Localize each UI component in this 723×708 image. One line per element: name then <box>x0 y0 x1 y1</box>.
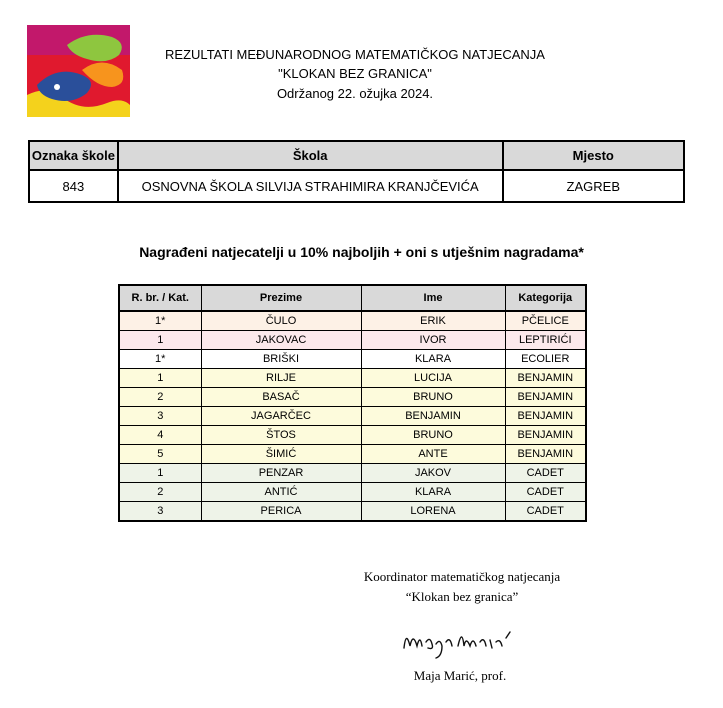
cell-surname: ČULO <box>201 311 361 331</box>
cell-rank: 1* <box>119 350 201 369</box>
cell-rank: 2 <box>119 388 201 407</box>
header-school: Škola <box>118 141 503 170</box>
cell-surname: ŠIMIĆ <box>201 445 361 464</box>
cell-name: BRUNO <box>361 426 505 445</box>
cell-category: BENJAMIN <box>505 426 586 445</box>
results-row <box>119 445 586 464</box>
cell-rank: 3 <box>119 407 201 426</box>
results-row <box>119 464 586 483</box>
results-row <box>119 502 586 522</box>
cell-category: ECOLIER <box>505 350 586 369</box>
results-row <box>119 350 586 369</box>
cell-rank: 1* <box>119 311 201 331</box>
cell-category: LEPTIRIĆI <box>505 331 586 350</box>
cell-surname: ANTIĆ <box>201 483 361 502</box>
cell-name: ANTE <box>361 445 505 464</box>
cell-rank: 1 <box>119 331 201 350</box>
header-category: Kategorija <box>505 285 586 311</box>
cell-surname: PERICA <box>201 502 361 522</box>
header-rank: R. br. / Kat. <box>119 285 201 311</box>
school-name: OSNOVNA ŠKOLA SILVIJA STRAHIMIRA KRANJČEVIĆA <box>118 170 503 202</box>
cell-surname: JAKOVAC <box>201 331 361 350</box>
cell-category: BENJAMIN <box>505 445 586 464</box>
coordinator-competition: “Klokan bez granica” <box>405 589 519 604</box>
cell-category: PČELICE <box>505 311 586 331</box>
cell-category: BENJAMIN <box>505 407 586 426</box>
results-row <box>119 311 586 331</box>
cell-surname: PENZAR <box>201 464 361 483</box>
results-table-header <box>119 285 586 311</box>
header-surname: Prezime <box>201 285 361 311</box>
header-title: REZULTATI MEĐUNARODNOG MATEMATIČKOG NATJECANJA <box>165 47 545 62</box>
cell-rank: 2 <box>119 483 201 502</box>
cell-rank: 3 <box>119 502 201 522</box>
header-date: Održanog 22. ožujka 2024. <box>276 86 434 101</box>
cell-rank: 4 <box>119 426 201 445</box>
header-competition-name: "KLOKAN BEZ GRANICA" <box>278 66 432 81</box>
signature-icon <box>398 620 528 660</box>
cell-name: ERIK <box>361 311 505 331</box>
cell-category: CADET <box>505 464 586 483</box>
cell-surname: BRIŠKI <box>201 350 361 369</box>
school-table-row <box>29 170 684 202</box>
cell-surname: ŠTOS <box>201 426 361 445</box>
cell-name: JAKOV <box>361 464 505 483</box>
cell-rank: 5 <box>119 445 201 464</box>
cell-name: BRUNO <box>361 388 505 407</box>
school-table-header <box>29 141 684 170</box>
coordinator-title: Koordinator matematičkog natjecanja <box>363 569 561 584</box>
cell-category: BENJAMIN <box>505 369 586 388</box>
cell-rank: 1 <box>119 369 201 388</box>
kangaroo-logo-icon <box>27 25 130 117</box>
cell-category: BENJAMIN <box>505 388 586 407</box>
cell-name: IVOR <box>361 331 505 350</box>
cell-surname: RILJE <box>201 369 361 388</box>
cell-category: CADET <box>505 502 586 522</box>
cell-surname: BASAČ <box>201 388 361 407</box>
cell-name: KLARA <box>361 350 505 369</box>
cell-surname: JAGARČEC <box>201 407 361 426</box>
results-table <box>118 284 587 522</box>
header-school-code: Oznaka škole <box>29 141 118 170</box>
cell-rank: 1 <box>119 464 201 483</box>
cell-name: LUCIJA <box>361 369 505 388</box>
results-row <box>119 407 586 426</box>
results-row <box>119 426 586 445</box>
cell-name: LORENA <box>361 502 505 522</box>
header-name: Ime <box>361 285 505 311</box>
signer-name: Maja Marić, prof. <box>413 668 507 683</box>
cell-name: KLARA <box>361 483 505 502</box>
results-row <box>119 369 586 388</box>
header-place: Mjesto <box>503 141 684 170</box>
results-subtitle: Nagrađeni natjecatelji u 10% najboljih + oni s utješnim nagradama* <box>139 244 584 260</box>
cell-category: CADET <box>505 483 586 502</box>
school-place: ZAGREB <box>503 170 684 202</box>
school-code: 843 <box>29 170 118 202</box>
results-row <box>119 483 586 502</box>
results-row <box>119 388 586 407</box>
school-table <box>28 140 685 203</box>
results-row <box>119 331 586 350</box>
cell-name: BENJAMIN <box>361 407 505 426</box>
